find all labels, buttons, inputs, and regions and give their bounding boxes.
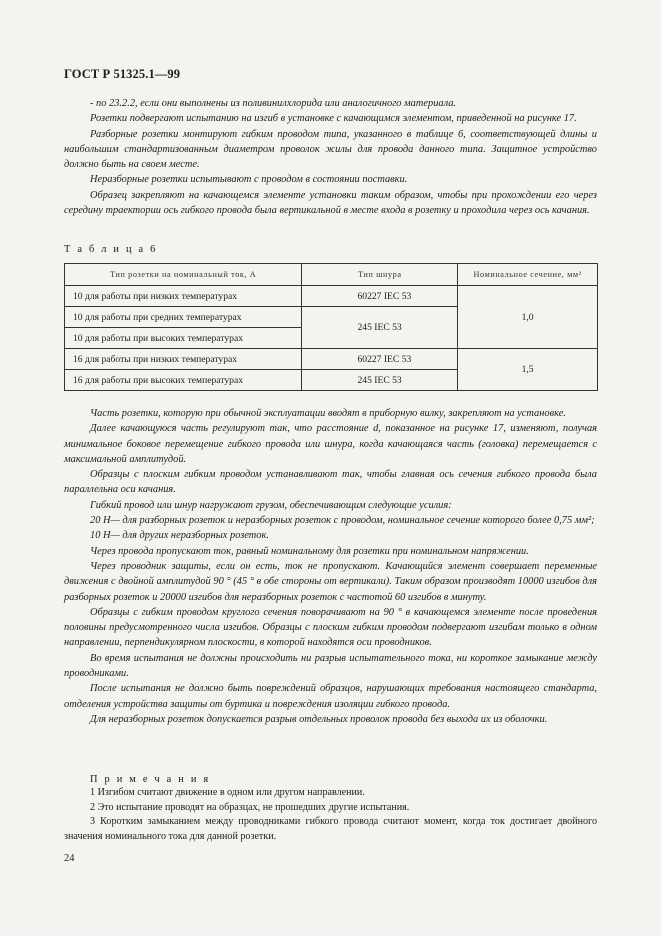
paragraph: Через провода пропускают ток, равный номинальному для розетки при номинальном напряжении. [90,545,529,557]
cord-type: 60227 IEC 53 [357,353,412,365]
paragraph: Через проводник защиты, если он есть, ток не пропускают. Качающийся элемент совершает переменные движения с двойной амплитудой 90 ° (45 ° в обе стороны от вертикали). Таким образом производят 10000 изгибов для разборных розеток и 20000 изгибов для неразборных розеток с частотой 60 изгибов в минуту. [64,560,597,603]
table-cell [302,307,458,349]
note-item: 1 Изгибом считают движение в одном или другом направлении. [90,787,365,798]
paragraph: 10 Н— для других неразборных розеток. [90,530,269,542]
table-cell: 16 для работы при высоких температурах [65,370,302,391]
intro-section [64,96,597,218]
paragraph: Часть розетки, которую при обычной эксплуатации вводят в приборную вилку, закрепляют на установке. [90,408,566,419]
table-cell [302,349,458,370]
paragraph: Далее качающуюся часть регулируют так, что расстояние d, показанное на рисунке 17, изменяют, получая минимальное боковое перемещение гибкого провода или шнура, когда качающаяся часть (головка) перемещается с максимальной амплитудой. [64,423,597,465]
note-item: 2 Это испытание проводят на образцах, не прошедших другие испытания. [90,801,410,813]
note-item: 3 Коротким замыканием между проводниками гибкого провода считают момент, когда ток достигает двойного значения номинального тока для данной розетки. [64,816,597,842]
document-header: ГОСТ Р 51325.1—99 [64,67,181,81]
table-cell: 10 для работы при низких температурах [65,286,302,307]
table-header-row [65,264,598,286]
paragraph: Разборные розетки монтируют гибким проводом типа, указанного в таблице 6, соответствующей длины и наибольшим стандартизованным диаметром проволок жилы для провода данного типа. Защитное устройство должно быть на своем месте. [64,128,597,171]
notes-section [64,774,597,844]
table-row [65,286,598,307]
table-cell [302,370,458,391]
paragraph: Неразборные розетки испытывают с проводом в состоянии поставки. [90,174,408,186]
column-header: Тип шнура [302,264,458,286]
body-section [64,406,597,727]
paragraph: Образцы с плоским гибким проводом устанавливают так, чтобы главная ось сечения гибкого провода была параллельна оси качания. [64,469,597,496]
table-cell: 1,5 [458,349,598,391]
column-header: Тип розетки на номинальный ток, А [65,264,302,286]
table-cell: 10 для работы при средних температурах [65,307,302,328]
paragraph: Для неразборных розеток допускается разрыв отдельных проволок провода без выхода их из оболочки. [90,713,548,725]
paragraph: Во время испытания не должны происходить ни разрыв испытательного тока, ни короткое замыкание между проводниками. [64,652,597,680]
paragraph: Образцы с гибким проводом круглого сечения поворачивают на 90 ° в качающемся элементе после проведения половины предусмотренного числа изгибов. Образцы с плоским гибким проводом подвергают изгибам только в одном направлении, перпендикулярном плоскости, в которой находятся оси проводников. [64,606,597,649]
cord-type: 245 IEC 53 [357,374,402,386]
cord-type: 60227 IEC 53 [357,290,412,302]
notes-title: П р и м е ч а н и я [90,774,211,785]
table-row [65,349,598,370]
column-header: Номинальное сечение, мм² [458,264,598,286]
cord-type: 245 IEC 53 [357,322,402,333]
paragraph: Гибкий провод или шнур нагружают грузом, обеспечивающим следующие усилия: [90,499,452,511]
table-cell: 10 для работы при высоких температурах [65,328,302,349]
table-cell: 1,0 [458,286,598,349]
table-6 [64,263,598,391]
table-cell [302,286,458,307]
paragraph: После испытания не должно быть повреждений образцов, нарушающих требования настоящего стандарта, отделения устройства защиты от буртика и повреждения изоляции гибкого провода. [64,683,597,710]
page-number: 24 [64,853,75,864]
paragraph: Образец закрепляют на качающемся элементе установки таким образом, чтобы при прохождении его через середину траектории ось гибкого провода была вертикальной в месте входа в розетку и проходила через ось качания. [64,189,597,217]
table-caption: Т а б л и ц а 6 [64,244,158,255]
paragraph: 20 Н— для разборных розеток и неразборных розеток с проводом, номинальное сечение которого более 0,75 мм²; [90,515,595,527]
paragraph: Розетки подвергают испытанию на изгиб в установке с качающимся элементом, приведенной на рисунке 17. [90,113,577,125]
paragraph: - по 23.2.2, если они выполнены из поливинилхлорида или аналогичного материала. [90,98,457,109]
table-cell: 16 для работы при низких температурах [65,349,302,370]
